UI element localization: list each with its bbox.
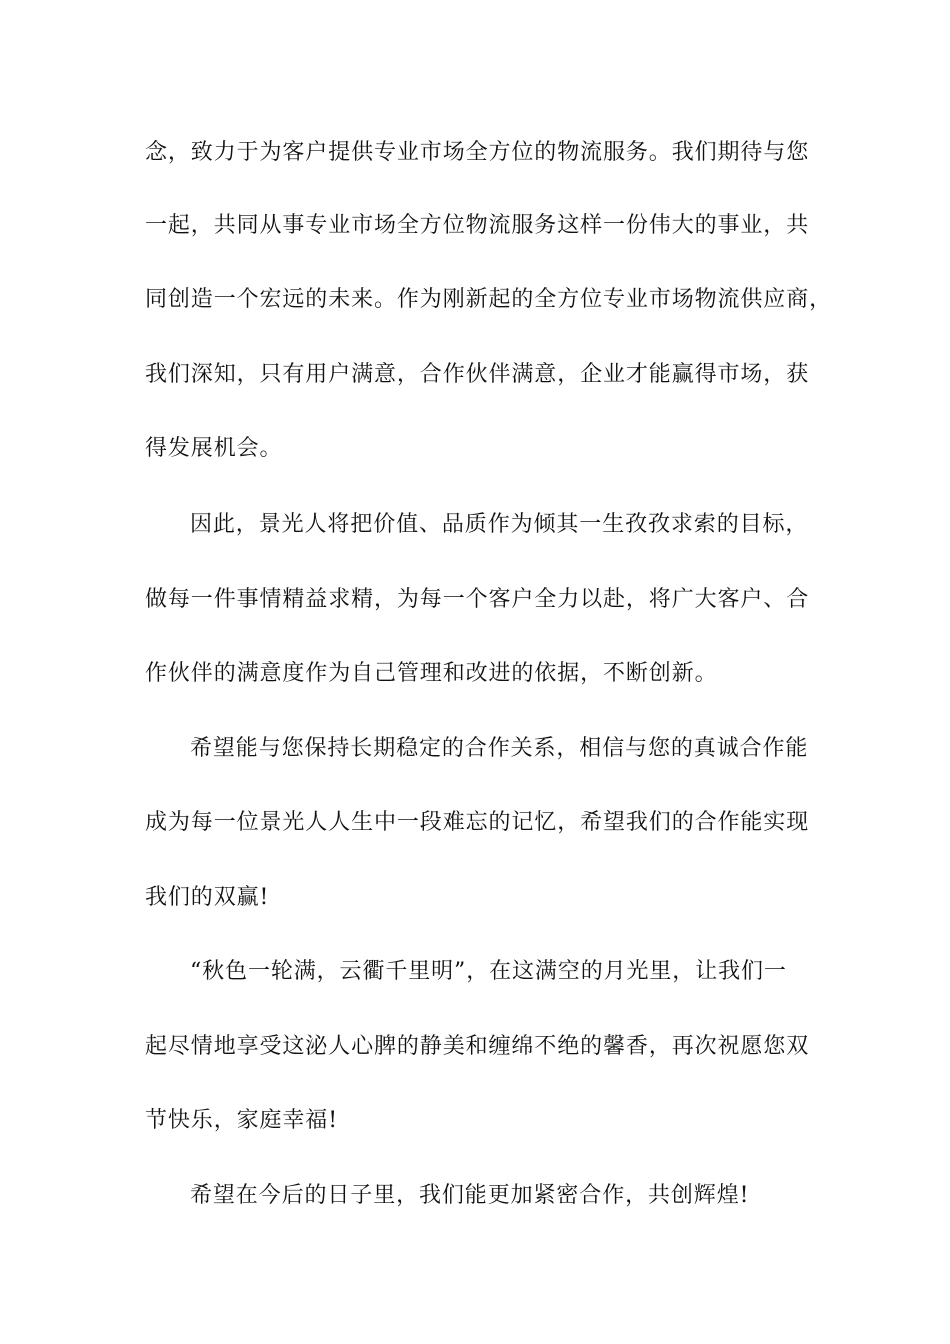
paragraph-4-line-1: “秋色一轮满，云衢千里明”，在这满空的月光里，让我们一 [190, 959, 787, 984]
paragraph-2-line-1: 因此，景光人将把价值、品质作为倾其一生孜孜求索的目标， [190, 512, 809, 537]
paragraph-1-line-5: 得发展机会。 [145, 436, 283, 461]
paragraph-5-line-1: 希望在今后的日子里，我们能更加紧密合作，共创辉煌! [190, 1183, 750, 1208]
paragraph-2-line-2: 做每一件事情精益求精，为每一个客户全力以赴，将广大客户、合 [145, 587, 810, 612]
paragraph-3-line-1: 希望能与您保持长期稳定的合作关系，相信与您的真诚合作能 [190, 736, 809, 761]
paragraph-1-line-4: 我们深知，只有用户满意，合作伙伴满意，企业才能赢得市场，获 [145, 362, 810, 387]
paragraph-1-line-1: 念，致力于为客户提供专业市场全方位的物流服务。我们期待与您 [145, 140, 810, 165]
paragraph-1-line-3: 同创造一个宏远的未来。作为刚新起的全方位专业市场物流供应商， [145, 287, 833, 312]
paragraph-4-line-3: 节快乐，家庭幸福! [145, 1108, 338, 1133]
paragraph-3-line-2: 成为每一位景光人人生中一段难忘的记忆，希望我们的合作能实现 [145, 810, 810, 835]
paragraph-4-line-2: 起尽情地享受这泌人心脾的静美和缠绵不绝的馨香，再次祝愿您双 [145, 1034, 810, 1059]
paragraph-2-line-3: 作伙伴的满意度作为自己管理和改进的依据，不断创新。 [145, 661, 718, 686]
paragraph-1-line-2: 一起，共同从事专业市场全方位物流服务这样一份伟大的事业，共 [145, 213, 810, 238]
paragraph-3-line-3: 我们的双赢! [145, 885, 270, 910]
